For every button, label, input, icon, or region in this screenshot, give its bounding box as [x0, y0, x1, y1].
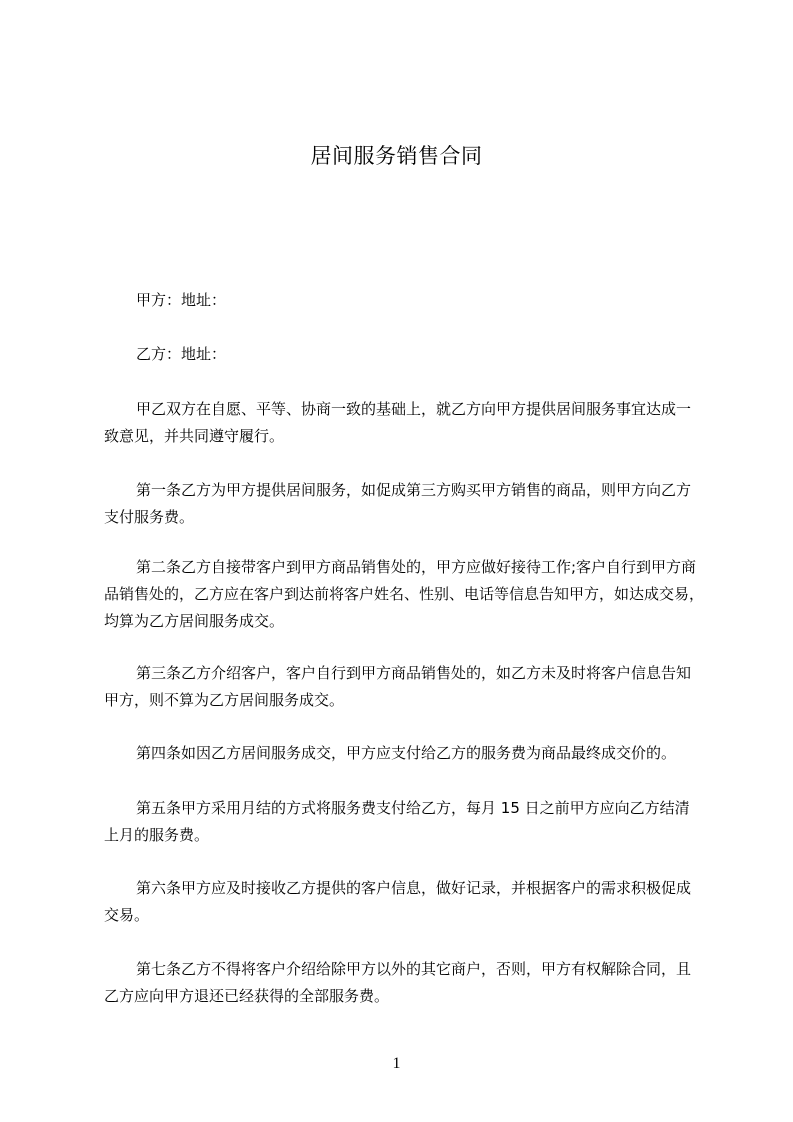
party-b-line: 乙方：地址： [136, 345, 227, 363]
contract-title: 居间服务销售合同 [310, 144, 483, 168]
article-2: 第二条乙方自接带客户到甲方商品销售处的，甲方应做好接待工作;客户自行到甲方商品销售处的，乙方应在客户到达前将客户姓名、性别、电话等信息告知甲方，如达成交易，均算为乙方居间服务成交。 [104, 558, 705, 630]
party-a-line: 甲方：地址： [136, 291, 227, 309]
article-6: 第六条甲方应及时接收乙方提供的客户信息，做好记录，并根据客户的需求积极促成交易。 [104, 879, 692, 924]
intro-paragraph: 甲乙双方在自愿、平等、协商一致的基础上，就乙方向甲方提供居间服务事宜达成一致意见，并共同遵守履行。 [104, 400, 692, 445]
article-7: 第七条乙方不得将客户介绍给除甲方以外的其它商户，否则，甲方有权解除合同，且乙方应向甲方退还已经获得的全部服务费。 [104, 960, 692, 1005]
article-4: 第四条如因乙方居间服务成交，甲方应支付给乙方的服务费为商品最终成交价的。 [136, 744, 677, 762]
article-5: 第五条甲方采用月结的方式将服务费支付给乙方，每月 15 日之前甲方应向乙方结清上月的服务费。 [104, 799, 690, 844]
page-number: 1 [392, 1055, 401, 1072]
article-3: 第三条乙方介绍客户，客户自行到甲方商品销售处的，如乙方未及时将客户信息告知甲方，则不算为乙方居间服务成交。 [104, 664, 692, 709]
article-1: 第一条乙方为甲方提供居间服务，如促成第三方购买甲方销售的商品，则甲方向乙方支付服务费。 [104, 481, 692, 526]
